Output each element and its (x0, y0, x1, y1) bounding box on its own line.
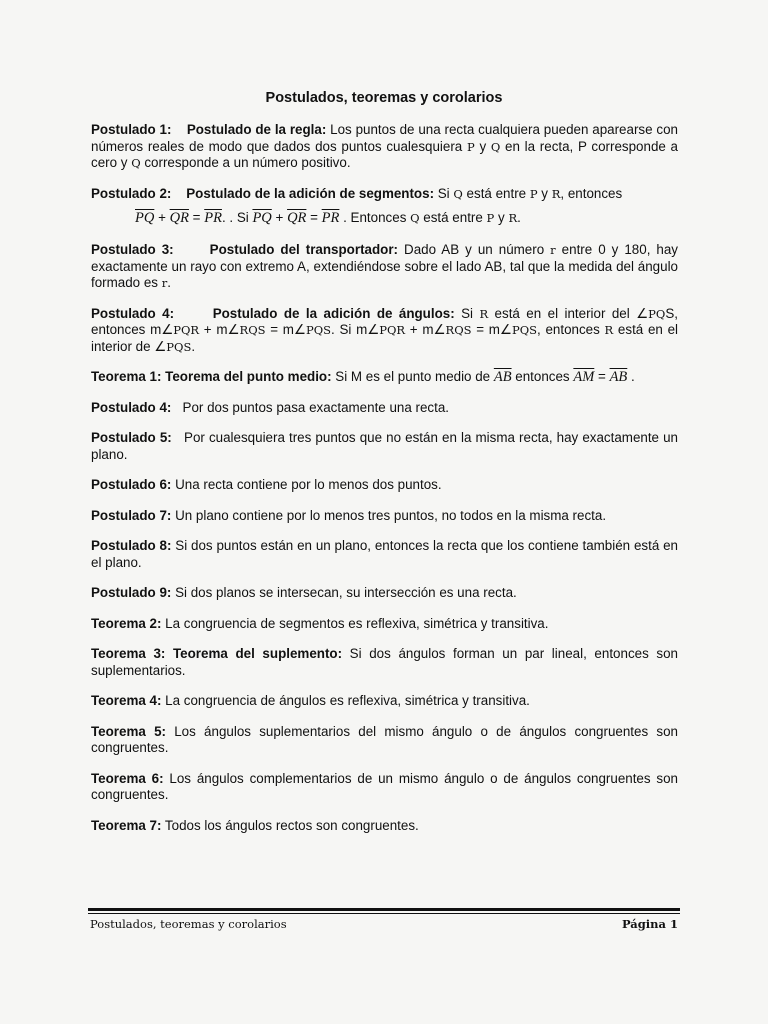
list-item (91, 400, 678, 417)
var: PQS (511, 323, 537, 337)
item-text: Si dos puntos están en un plano, entonces la recta que los contiene también está en el plano. (91, 538, 678, 570)
item-label: Teorema 6: (91, 770, 164, 786)
segment: $\overline{AM}$ (573, 369, 595, 385)
segment: $\overline{PR}$ (204, 210, 222, 226)
var: P (486, 211, 495, 225)
item-label: Postulado 7: (91, 507, 172, 523)
text: , entonces (560, 185, 623, 201)
text: . (191, 338, 196, 354)
postulado-4-label: Postulado 4: (91, 305, 175, 321)
item-text: Un plano contiene por lo menos tres puntos, no todos en la misma recta. (171, 507, 607, 523)
item-text: Los ángulos suplementarios del mismo ángulo o de ángulos congruentes son congruentes. (91, 723, 678, 755)
item-label: Teorema 7: (91, 817, 162, 833)
item-text: Todos los ángulos rectos son congruentes. (161, 817, 419, 833)
list-item (91, 538, 678, 571)
text: Dado AB y un número (398, 242, 551, 257)
text: corresponde a un número positivo. (140, 155, 351, 170)
list-item (91, 616, 678, 633)
list-item (91, 646, 678, 679)
text: S, entonces m∠ (91, 305, 678, 337)
text: . Si m∠ (331, 322, 380, 337)
item-label: Teorema 4: (91, 693, 162, 708)
op: + (154, 210, 170, 225)
text: + m∠ (199, 322, 240, 337)
text: Si (434, 185, 454, 201)
var: R (508, 211, 518, 225)
postulado-2-label: Postulado 2: (91, 185, 172, 201)
page-title: Postulados, teoremas y corolarios (265, 90, 503, 106)
var: P (529, 186, 538, 201)
postulado-3-label: Postulado 3: (91, 242, 174, 257)
var: PQR (379, 323, 406, 337)
list-item (91, 508, 678, 525)
text: Si M es el punto medio de (331, 369, 494, 384)
text: y (474, 138, 491, 154)
var: r (550, 243, 556, 257)
var: Q (490, 139, 501, 154)
item-text: La congruencia de ángulos es reflexiva, simétrica y transitiva. (161, 693, 530, 708)
var: R (479, 306, 489, 321)
item-label: Postulado 4: (91, 399, 172, 415)
item-label: Postulado 8: (91, 538, 172, 553)
op: + (271, 210, 288, 225)
var: PQS (166, 339, 192, 354)
postulado-1-name: Postulado de la regla: (186, 122, 327, 137)
text: y (494, 210, 509, 225)
segment: $\overline{PQ}$ (252, 210, 272, 226)
segment-addition-formula (135, 210, 678, 226)
text: . (167, 275, 171, 290)
list-item (91, 818, 678, 835)
segment: $\overline{PQ}$ (135, 210, 155, 226)
list-item (91, 585, 678, 602)
var: r (161, 276, 168, 290)
postulado-1 (91, 122, 678, 172)
text: está en el interior de ∠ (91, 322, 679, 354)
postulado-4-angles (91, 306, 678, 356)
text: y (537, 185, 552, 201)
footer-divider-thin (88, 913, 680, 914)
var: PQR (173, 323, 200, 337)
list-item (91, 693, 678, 710)
text: está en el interior del ∠ (488, 305, 649, 321)
op: = (188, 210, 205, 225)
postulado-3-name: Postulado del transportador: (209, 242, 399, 257)
footer-divider-thick (88, 908, 680, 911)
teorema-1-label: Teorema 1: Teorema del punto medio: (91, 369, 332, 384)
text: Los puntos de una recta cualquiera pueden aparearse con números reales de modo que dados dos puntos cualesquiera (91, 122, 678, 154)
document-body (91, 122, 682, 848)
segment: $\overline{QR}$ (287, 210, 307, 226)
postulado-3 (91, 242, 678, 292)
item-label: Postulado 6: (91, 477, 172, 492)
text: . (517, 210, 521, 225)
var: R (551, 186, 561, 201)
text: está entre (462, 185, 530, 201)
footer-title: Postulados, teoremas y corolarios (90, 917, 287, 931)
segment: $\overline{PR}$ (321, 210, 340, 226)
item-label: Postulado 5: (91, 430, 172, 445)
var: PQS (305, 323, 331, 337)
var: Q (131, 156, 141, 170)
segment: $\overline{QR}$ (169, 210, 189, 226)
var: PQ (648, 306, 666, 321)
var: R (604, 323, 614, 337)
item-label: Teorema 2: (91, 615, 162, 631)
item-text: Si dos ángulos forman un par lineal, entonces son suplementarios. (91, 646, 679, 678)
postulado-4-name: Postulado de la adición de ángulos: (212, 305, 455, 321)
op: = (594, 369, 610, 384)
item-text: Por cualesquiera tres puntos que no están en la misma recta, hay exactamente un plano. (91, 430, 682, 462)
text: . . Si (221, 210, 253, 225)
text: = m∠ (471, 322, 512, 337)
list-item (91, 724, 678, 757)
var: Q (410, 211, 420, 225)
item-text: Una recta contiene por lo menos dos puntos. (171, 477, 442, 492)
segment: $\overline{AB}$ (609, 369, 628, 385)
page-number: Página 1 (621, 917, 678, 931)
var: P (466, 139, 475, 154)
item-text: Los ángulos complementarios de un mismo ángulo o de ángulos congruentes son congruentes. (91, 770, 678, 802)
item-text: Si dos planos se intersecan, su intersección es una recta. (171, 585, 517, 600)
text: + m∠ (405, 322, 446, 337)
var: RQS (445, 323, 472, 337)
list-item (91, 430, 682, 463)
teorema-1 (91, 369, 678, 386)
var: RQS (239, 323, 266, 337)
postulado-1-label: Postulado 1: (91, 122, 172, 137)
item-label: Teorema 5: (91, 723, 166, 739)
list-item (91, 477, 678, 494)
text: entre 0 y 180, hay exactamente un rayo con extremo A, extendiéndose sobre el lado AB, tal que la medida del ángulo formado es (91, 242, 679, 290)
text: . (627, 369, 635, 384)
text: está entre (419, 210, 487, 225)
text: = m∠ (265, 322, 306, 337)
postulado-2-name: Postulado de la adición de segmentos: (186, 185, 435, 201)
postulado-2 (91, 186, 678, 203)
var: Q (453, 186, 463, 201)
segment: $\overline{AB}$ (493, 369, 512, 385)
list-item (91, 771, 678, 804)
item-text: Por dos puntos pasa exactamente una recta. (171, 399, 450, 415)
item-label: Postulado 9: (91, 585, 172, 600)
item-text: La congruencia de segmentos es reflexiva, simétrica y transitiva. (161, 615, 549, 631)
text: entonces (511, 369, 574, 384)
text: en la recta, P corresponde a cero y (91, 138, 679, 170)
text: Si (454, 305, 480, 321)
text: , entonces (537, 322, 605, 337)
text: . Entonces (339, 210, 411, 225)
item-label: Teorema 3: Teorema del suplemento: (91, 646, 343, 661)
op: = (306, 210, 322, 225)
